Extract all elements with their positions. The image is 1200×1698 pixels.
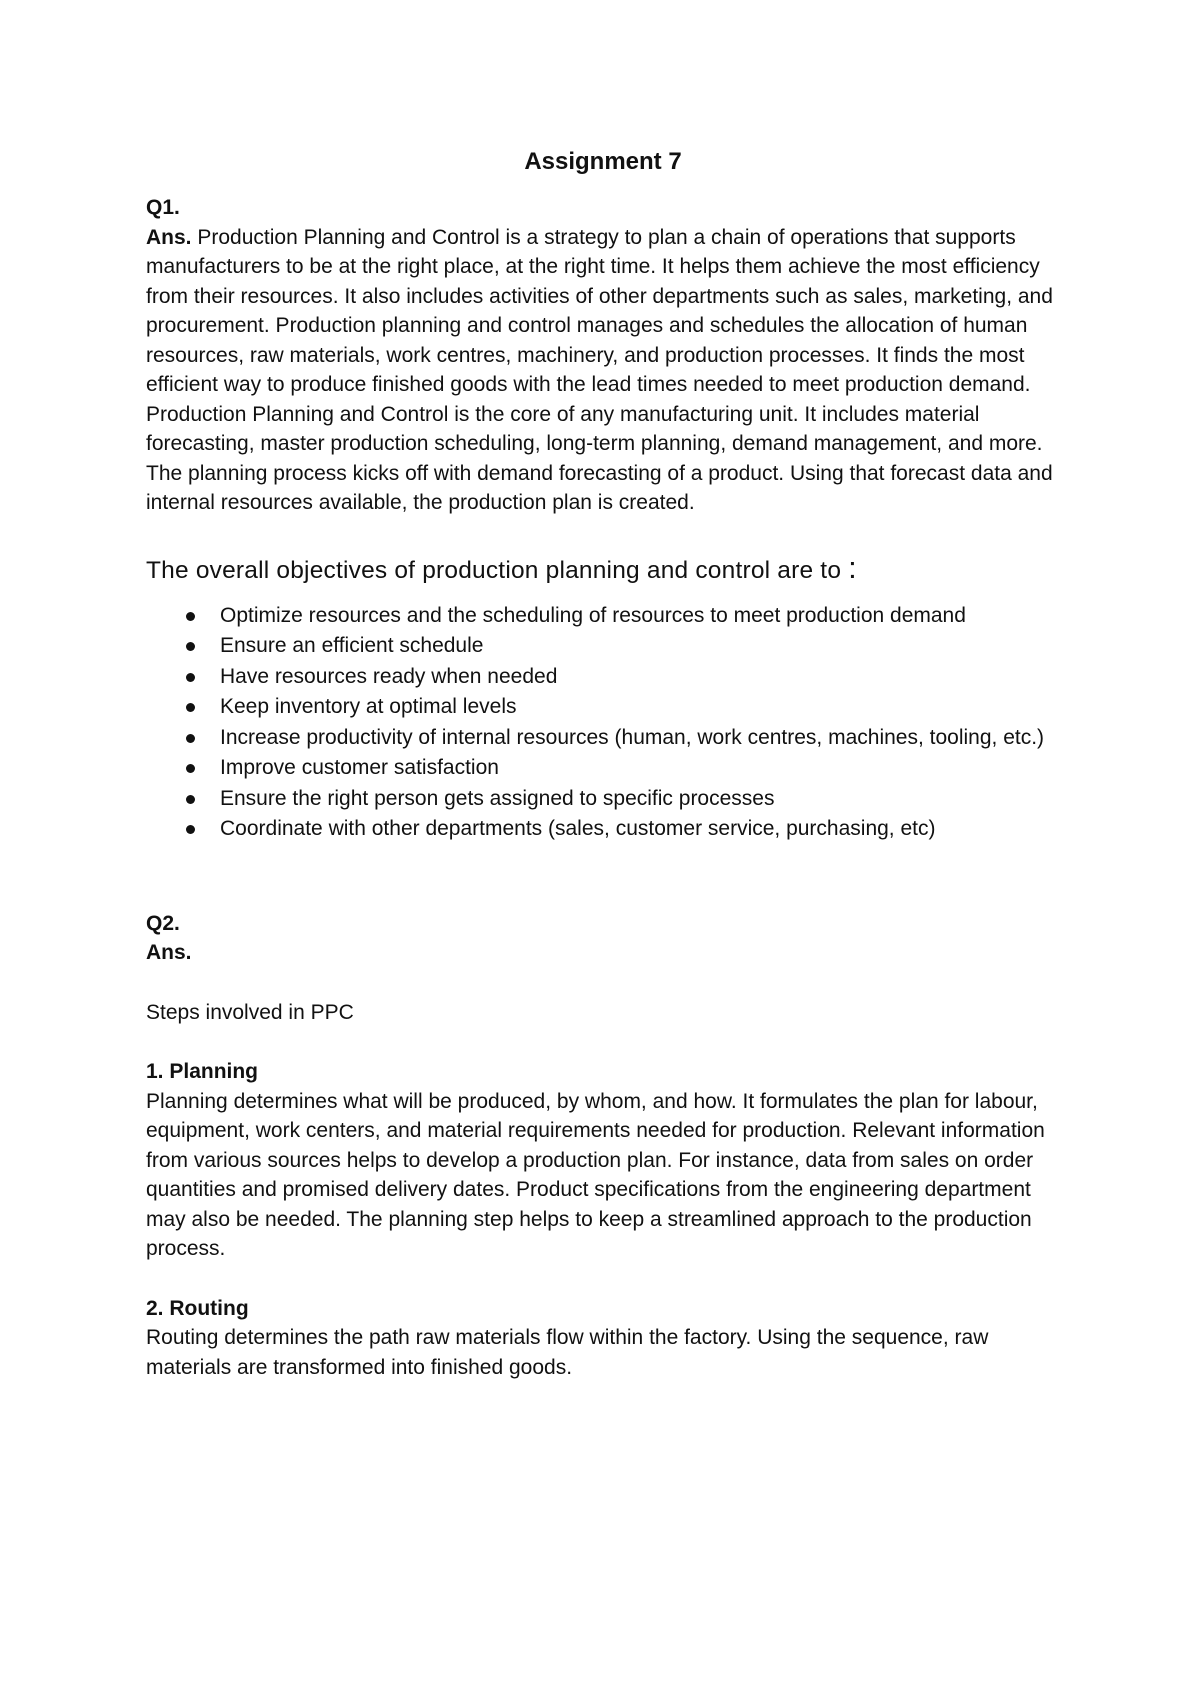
list-item: Have resources ready when needed — [186, 662, 1060, 693]
bullet-icon — [186, 764, 195, 773]
bullet-icon — [186, 673, 195, 682]
section-spacer — [146, 845, 1060, 909]
step-routing — [146, 1294, 1060, 1383]
q1-answer — [146, 223, 1060, 518]
bullet-icon — [186, 734, 195, 743]
q1-label: Q1. — [146, 196, 180, 219]
objectives-list — [186, 601, 1060, 845]
step-text: Planning determines what will be produced, by whom, and how. It formulates the plan for labour, equipment, work centers, and material requirements needed for production. Relevant information from various sources helps to develop a production plan. For instance, data from sales on order quantities and promised delivery dates. Product specifications from the engineering department may also be needed. The planning step helps to keep a streamlined approach to the production process. — [146, 1089, 1045, 1260]
q1-ans-label: Ans. — [146, 225, 192, 249]
list-item: Improve customer satisfaction — [186, 753, 1060, 784]
list-item: Optimize resources and the scheduling of resources to meet production demand — [186, 601, 1060, 632]
q2-ans-label: Ans. — [146, 941, 192, 964]
objectives-heading — [146, 549, 1060, 587]
q2-label: Q2. — [146, 911, 180, 935]
step-heading: 2. Routing — [146, 1296, 249, 1320]
list-item: Ensure the right person gets assigned to specific processes — [186, 784, 1060, 815]
bullet-icon — [186, 795, 195, 804]
steps-intro: Steps involved in PPC — [146, 1000, 354, 1024]
step-planning — [146, 1057, 1060, 1264]
list-item: Ensure an efficient schedule — [186, 631, 1060, 662]
objectives-heading-colon: : — [848, 549, 857, 585]
list-item: Keep inventory at optimal levels — [186, 692, 1060, 723]
bullet-icon — [186, 642, 195, 651]
bullet-icon — [186, 703, 195, 712]
q1-answer-text: Production Planning and Control is a strategy to plan a chain of operations that supports manufacturers to be at the right place, at the right time. It helps them achieve the most efficiency from their resources. It also includes activities of other departments such as sales, marketing, and procurement. Production planning and control manages and schedules the allocation of human resources, raw materials, work centres, machinery, and production processes. It finds the most efficient way to produce finished goods with the lead times needed to meet production demand. Production Planning and Control is the core of any manufacturing unit. It includes material forecasting, master production scheduling, long-term planning, demand management, and more. The planning process kicks off with demand forecasting of a product. Using that forecast data and internal resources available, the production plan is created. — [146, 225, 1053, 514]
list-item: Coordinate with other departments (sales, customer service, purchasing, etc) — [186, 814, 1060, 845]
bullet-icon — [186, 825, 195, 834]
objectives-heading-text: The overall objectives of production planning and control are to — [146, 556, 842, 584]
bullet-icon — [186, 612, 195, 621]
step-text: Routing determines the path raw materials flow within the factory. Using the sequence, raw materials are transformed into finished goods. — [146, 1326, 989, 1379]
step-heading: 1. Planning — [146, 1060, 259, 1083]
page-title: Assignment 7 — [524, 148, 682, 175]
list-item: Increase productivity of internal resources (human, work centres, machines, tooling, etc.) — [186, 723, 1060, 754]
